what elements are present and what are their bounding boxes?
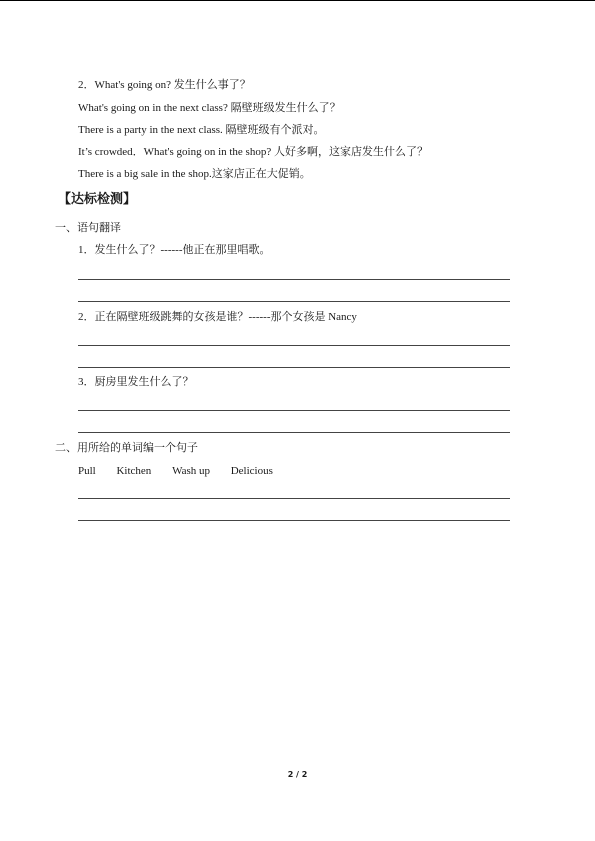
word-item: Delicious: [230, 465, 273, 477]
answer-line[interactable]: [78, 279, 510, 280]
answer-line[interactable]: [78, 410, 510, 411]
answer-line[interactable]: [78, 301, 510, 302]
example-line-4: There is a big sale in the shop.这家店正在大促销。: [78, 168, 311, 180]
example-item-title: 2．What's going on? 发生什么事了？: [78, 79, 251, 91]
answer-line[interactable]: [78, 367, 510, 368]
top-border: [0, 0, 595, 1]
word-list: [78, 464, 291, 478]
question-1: 1．发生什么了？------他正在那里唱歌。: [78, 244, 271, 256]
answer-line[interactable]: [78, 432, 510, 433]
answer-line[interactable]: [78, 345, 510, 346]
question-3: 3．厨房里发生什么了？: [78, 376, 194, 388]
example-line-3: It’s crowded．What's going on in the shop? 人好多啊，这家店发生什么了？: [78, 146, 428, 158]
example-line-2: There is a party in the next class. 隔壁班级有个派对。: [78, 124, 325, 136]
part2-title: 二、用所给的单词编一个句子: [55, 442, 198, 454]
word-item: Wash up: [172, 465, 210, 477]
section-heading: 【达标检测】: [58, 192, 137, 207]
answer-line[interactable]: [78, 498, 510, 499]
page-number: 2 / 2: [287, 770, 308, 779]
word-item: Kitchen: [116, 465, 152, 477]
word-item: Pull: [78, 465, 96, 477]
question-2: 2．正在隔壁班级跳舞的女孩是谁？------那个女孩是 Nancy: [78, 311, 357, 323]
example-line-1: What's going on in the next class? 隔壁班级发生什么了？: [78, 102, 341, 114]
part1-title: 一、语句翻译: [55, 222, 121, 234]
answer-line[interactable]: [78, 520, 510, 521]
